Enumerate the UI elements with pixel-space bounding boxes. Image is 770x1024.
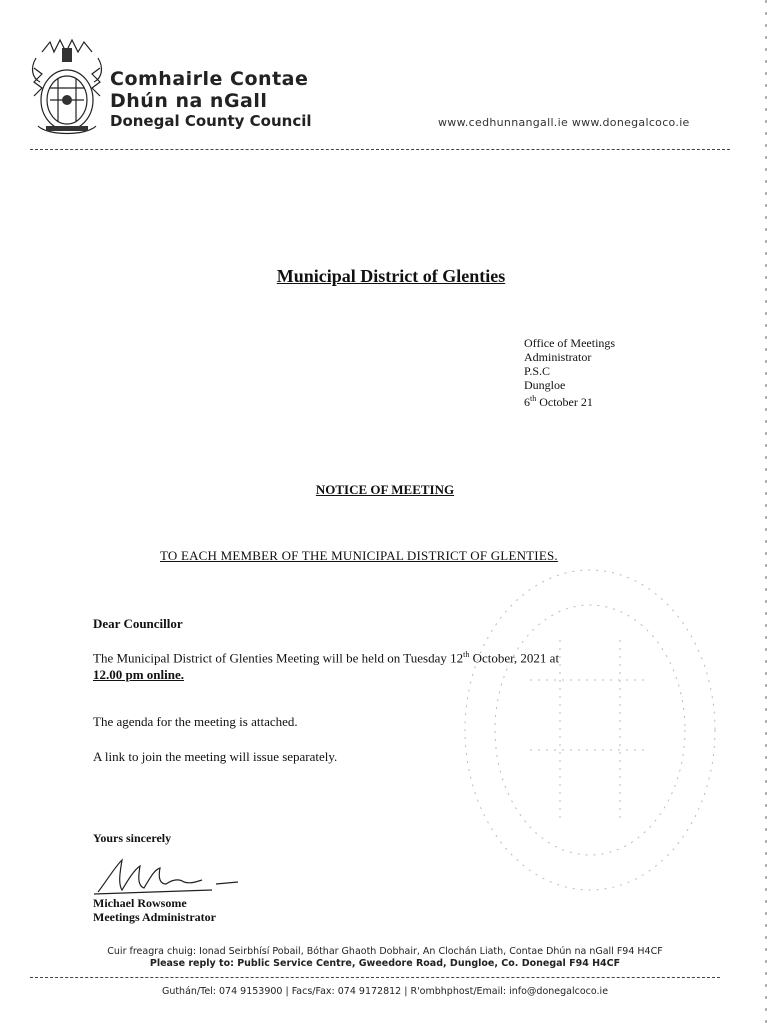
- official-stamp-mark: [440, 560, 730, 920]
- council-name-irish-line2: Dhún na nGall: [110, 90, 268, 112]
- salutation: Dear Councillor: [93, 616, 183, 631]
- footer-reply-english: Please reply to: Public Service Centre, Gweedore Road, Dungloe, Co. Donegal F94 H4CF: [149, 958, 621, 969]
- signatory-title: Meetings Administrator: [93, 910, 216, 924]
- scan-edge-mark: [764, 0, 768, 1024]
- address-line: Office of Meetings: [524, 336, 616, 350]
- closing: Yours sincerely: [93, 831, 172, 845]
- footer-contact: Guthán/Tel: 074 9153900 | Facs/Fax: 074 9172812 | R'ombhphost/Email: info@donegalcoco.ie: [161, 986, 609, 997]
- footer-divider: [30, 977, 720, 978]
- link-text: A link to join the meeting will issue separately.: [93, 749, 338, 764]
- meeting-details: The Municipal District of Glenties Meeting will be held on Tuesday 12th October, 2021 at: [93, 650, 560, 666]
- address-line: Dungloe: [524, 378, 566, 392]
- council-name-english: Donegal County Council: [110, 112, 312, 130]
- letter-date: 6th October 21: [524, 394, 593, 409]
- addressee-heading: TO EACH MEMBER OF THE MUNICIPAL DISTRICT OF GLENTIES.: [160, 548, 558, 563]
- meeting-time: 12.00 pm online.: [93, 667, 185, 682]
- signature: [92, 854, 242, 898]
- council-name-irish-line1: Comhairle Contae: [110, 68, 309, 90]
- footer-reply-irish: Cuir freagra chuig: Ionad Seirbhísí Pobail, Bóthar Ghaoth Dobhair, An Clochán Liath, Contae Dhún na nGall F94 H4CF: [107, 946, 663, 957]
- sender-address: [524, 336, 615, 409]
- address-line: Administrator: [524, 350, 592, 364]
- district-title: Municipal District of Glenties: [276, 266, 506, 286]
- header-divider: [30, 149, 730, 150]
- address-line: P.S.C: [524, 364, 551, 378]
- notice-heading: NOTICE OF MEETING: [315, 482, 455, 497]
- council-crest-logo: [28, 38, 106, 138]
- council-websites: www.cedhunnangall.ie www.donegalcoco.ie: [438, 116, 690, 129]
- agenda-text: The agenda for the meeting is attached.: [93, 714, 298, 729]
- signatory-name: Michael Rowsome: [93, 896, 187, 910]
